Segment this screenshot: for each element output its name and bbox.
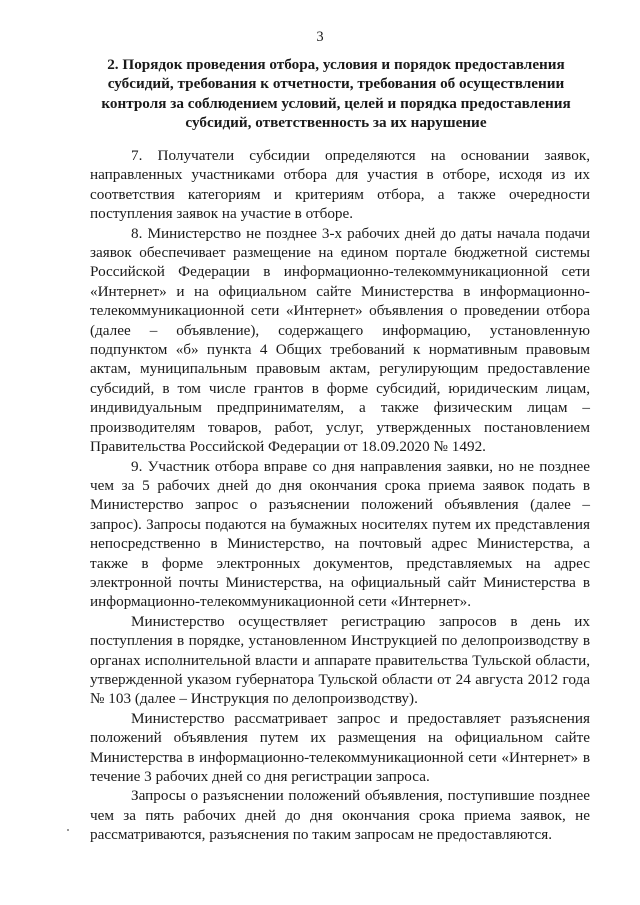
paragraph-clarification: Министерство рассматривает запрос и предоставляет разъяснения положений объявления путем их размещения на официальном сайте Министерства в информационно-телекоммуникационной сети «Интернет» в течение 3 рабочих дней со дня регистрации запроса. xyxy=(90,709,590,785)
paragraph-7: 7. Получатели субсидии определяются на основании заявок, направленных участниками отбора для участия в отборе, исходя из их соответствия категориям и критериям отбора, а также очередности поступления заявок на участие в отборе. xyxy=(90,147,590,223)
section-heading: 2. Порядок проведения отбора, условия и порядок предоставления субсидий, требования к отчетности, требования об осуществлении контроля за соблюдением условий, целей и порядка предоставления субсидий, ответственность за их нарушение xyxy=(101,56,571,132)
paragraph-8: 8. Министерство не позднее 3-х рабочих дней до даты начала подачи заявок обеспечивает размещение на едином портале бюджетной системы Российской Федерации в информационно-телекоммуникационной сети «Интернет» и на официальном сайте Министерства в информационно-телекоммуникационной сети «Интернет» объявления о проведении отбора (далее – объявление), содержащего информацию, установленную подпунктом «б» пункта 4 Общих требований к нормативным правовым актам, муниципальным правовым актам, регулирующим предоставление субсидий, в том числе грантов в форме субсидий, юридическим лицам, индивидуальным предпринимателям, а также физическим лицам – производителям товаров, работ, услуг, утвержденных постановлением Правительства Российской Федерации от 18.09.2020 № 1492. xyxy=(90,224,590,456)
page-number: 3 xyxy=(316,29,324,45)
document-body xyxy=(90,146,590,845)
paragraph-registration: Министерство осуществляет регистрацию запросов в день их поступления в порядке, установленном Инструкцией по делопроизводству в органах исполнительной власти и аппарате правительства Тульской области, утвержденной указом губернатора Тульской области от 24 августа 2012 года № 103 (далее – Инструкция по делопроизводству). xyxy=(90,612,590,708)
scan-speck xyxy=(67,829,69,831)
paragraph-9: 9. Участник отбора вправе со дня направления заявки, но не позднее чем за 5 рабочих дней до дня окончания срока приема заявок подать в Министерство запрос о разъяснении положений объявления (далее – запрос). Запросы подаются на бумажных носителях путем их представления непосредственно в Министерство, на почтовый адрес Министерства, а также в форме электронных документов, представляемых на адрес электронной почты Министерства, на официальный сайт Министерства в информационно-телекоммуникационной сети «Интернет». xyxy=(90,457,590,611)
paragraph-late-requests: Запросы о разъяснении положений объявления, поступившие позднее чем за пять рабочих дней до дня окончания срока приема заявок, не рассматриваются, разъяснения по таким запросам не предоставляются. xyxy=(90,787,590,844)
